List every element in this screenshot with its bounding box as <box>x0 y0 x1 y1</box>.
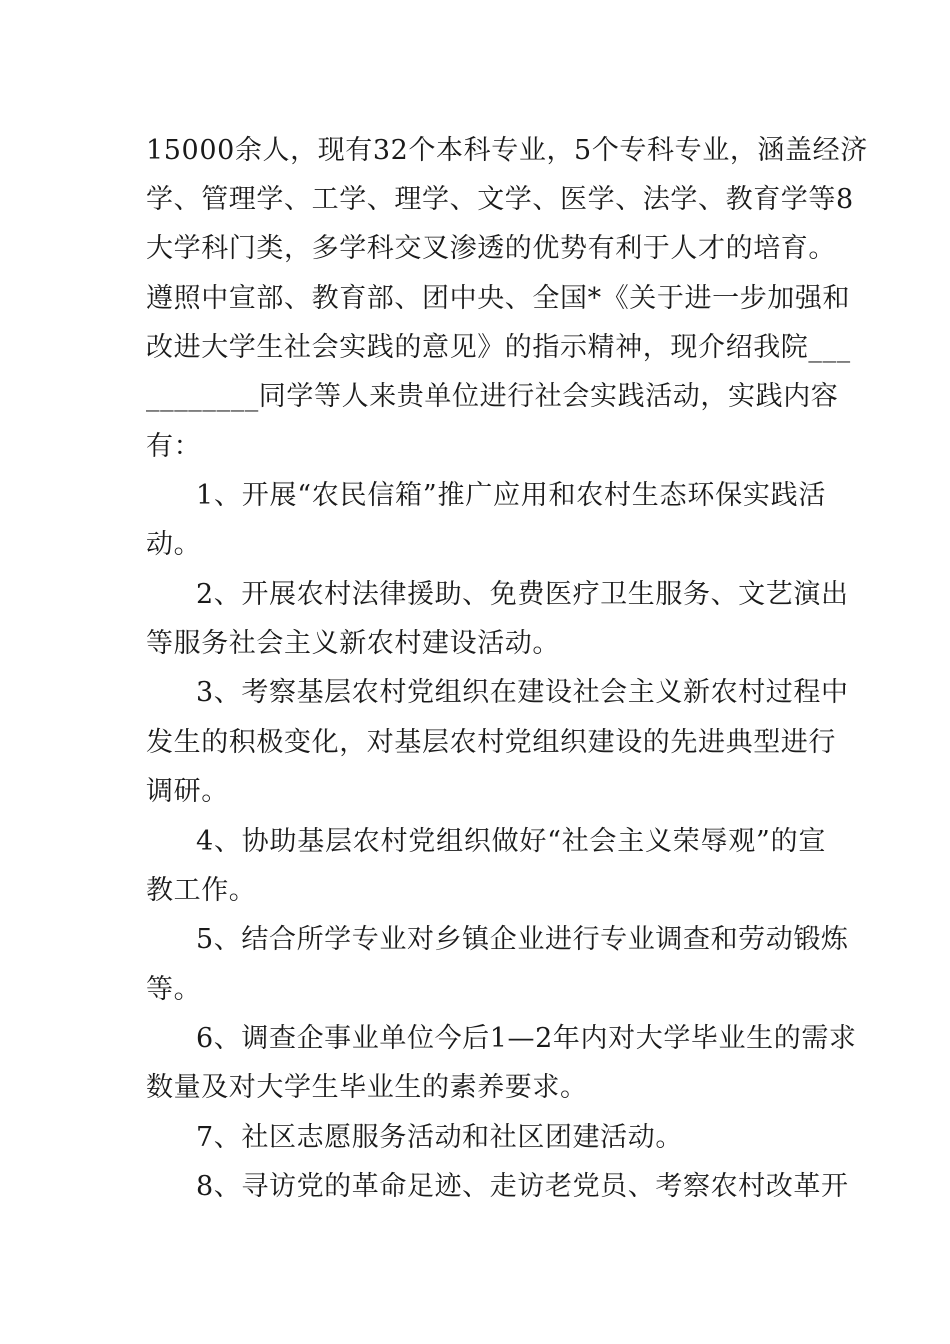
list-item-5-line: 等。 <box>146 974 202 1005</box>
list-item-1-line: 1、开展“农民信箱”推广应用和农村生态环保实践活 <box>196 480 826 511</box>
body-text-line: 遵照中宣部、教育部、团中央、全国*《关于进一步加强和 <box>146 283 851 314</box>
list-item-6-line: 6、调查企事业单位今后1—2年内对大学毕业生的需求 <box>196 1023 857 1054</box>
body-text-line: 15000余人，现有32个本科专业，5个专科专业，涵盖经济 <box>146 135 868 166</box>
body-text-line: ________同学等人来贵单位进行社会实践活动，实践内容 <box>146 381 839 412</box>
list-item-2-line: 2、开展农村法律援助、免费医疗卫生服务、文艺演出 <box>196 579 849 610</box>
body-text-line: 改进大学生社会实践的意见》的指示精神，现介绍我院___ <box>146 332 851 363</box>
list-item-3-line: 发生的积极变化，对基层农村党组织建设的先进典型进行 <box>146 727 836 758</box>
list-item-4-line: 4、协助基层农村党组织做好“社会主义荣辱观”的宣 <box>196 826 826 857</box>
list-item-8-line: 8、寻访党的革命足迹、走访老党员、考察农村改革开 <box>196 1171 849 1202</box>
list-item-6-line: 数量及对大学生毕业生的素养要求。 <box>146 1072 588 1103</box>
list-item-2-line: 等服务社会主义新农村建设活动。 <box>146 628 560 659</box>
list-item-5-line: 5、结合所学专业对乡镇企业进行专业调查和劳动锻炼 <box>196 924 849 955</box>
list-item-3-line: 调研。 <box>146 776 229 807</box>
list-item-7-line: 7、社区志愿服务活动和社区团建活动。 <box>196 1122 683 1153</box>
list-item-4-line: 教工作。 <box>146 875 257 906</box>
body-text-line: 有： <box>146 431 202 462</box>
list-item-1-line: 动。 <box>146 529 202 560</box>
body-text-line: 大学科门类，多学科交叉渗透的优势有利于人才的培育。 <box>146 233 836 264</box>
body-text-line: 学、管理学、工学、理学、文学、医学、法学、教育学等8 <box>146 184 854 215</box>
list-item-3-line: 3、考察基层农村党组织在建设社会主义新农村过程中 <box>196 677 849 708</box>
